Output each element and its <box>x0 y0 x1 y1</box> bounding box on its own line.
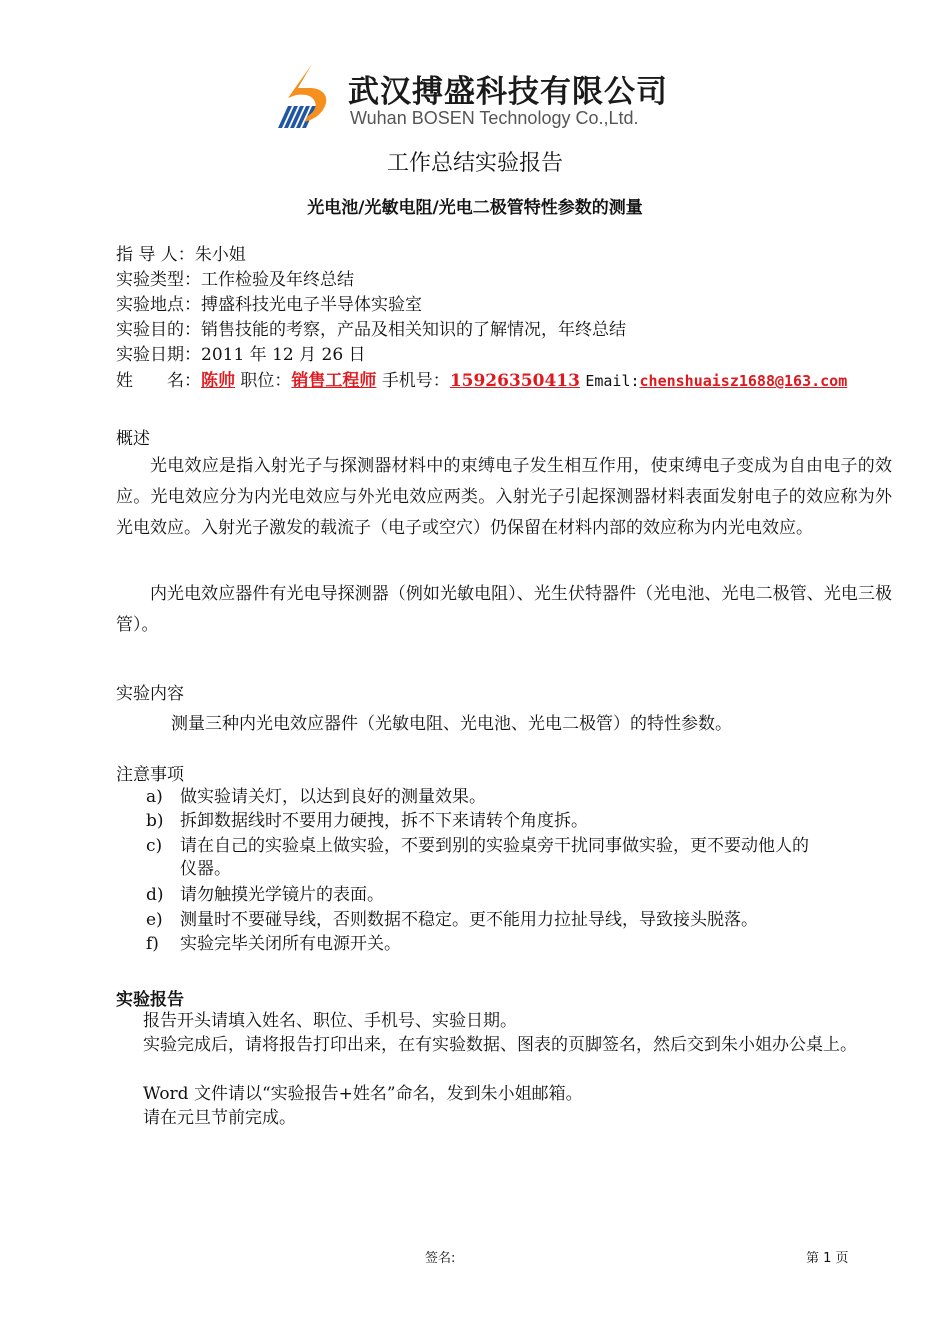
note-text: 拆卸数据线时不要用力硬拽，拆不下来请转个角度拆。 <box>180 811 588 831</box>
company-name-en: Wuhan BOSEN Technology Co.,Ltd. <box>350 108 639 128</box>
note-marker: f) <box>146 934 159 954</box>
email-label: Email: <box>585 372 640 390</box>
location-value: 搏盛科技光电子半导体实验室 <box>201 295 422 315</box>
info-supervisor <box>116 240 246 265</box>
phone-label: 手机号： <box>381 371 450 391</box>
report-line: 报告开头请填入姓名、职位、手机号、实验日期。 <box>143 1011 517 1031</box>
note-marker: b) <box>146 811 164 831</box>
supervisor-value: 朱小姐 <box>194 245 246 265</box>
purpose-label: 实验目的： <box>116 320 201 340</box>
email-field[interactable]: chenshuaisz1688@163.com <box>639 372 848 390</box>
position-field[interactable]: 销售工程师 <box>291 371 377 391</box>
supervisor-label: 指 导 人： <box>116 245 195 265</box>
content-text: 测量三种内光电效应器件（光敏电阻、光电池、光电二极管）的特性参数。 <box>171 714 732 734</box>
location-label: 实验地点： <box>116 295 201 315</box>
note-item <box>146 810 588 833</box>
overview-heading: 概述 <box>116 429 150 449</box>
document-subtitle: 光电池/光敏电阻/光电二极管特性参数的测量 <box>307 198 643 218</box>
company-logo-icon <box>266 62 338 132</box>
report-line: Word 文件请以“实验报告+姓名”命名，发到朱小姐邮箱。 <box>143 1084 583 1104</box>
info-type <box>116 265 354 290</box>
position-label: 职位： <box>240 371 292 391</box>
note-text: 测量时不要碰导线，否则数据不稳定。更不能用力拉扯导线，导致接头脱落。 <box>180 910 758 930</box>
report-line: 实验完成后，请将报告打印出来，在有实验数据、图表的页脚签名，然后交到朱小姐办公桌上。 <box>143 1035 857 1055</box>
overview-paragraph-2: 内光电效应器件有光电导探测器（例如光敏电阻）、光生伏特器件（光电池、光电二极管、光电三极管）。 <box>116 584 892 635</box>
company-name-cn: 武汉搏盛科技有限公司 <box>348 74 668 110</box>
info-purpose <box>116 315 626 340</box>
date-value: 2011 年 12 月 26 日 <box>201 345 366 365</box>
document-title: 工作总结实验报告 <box>386 151 563 176</box>
type-label: 实验类型： <box>116 270 201 290</box>
note-text: 做实验请关灯，以达到良好的测量效果。 <box>180 787 486 807</box>
overview-paragraph-1: 光电效应是指入射光子与探测器材料中的束缚电子发生相互作用，使束缚电子变成为自由电子的效应。光电效应分为内光电效应与外光电效应两类。入射光子引起探测器材料表面发射电子的效应称为外光电效应。入射光子激发的载流子（电子或空穴）仍保留在材料内部的效应称为内光电效应。 <box>116 456 892 538</box>
note-marker: e) <box>146 910 163 930</box>
signature-label: 签名: <box>425 1251 456 1266</box>
info-personal <box>116 366 847 391</box>
notes-heading: 注意事项 <box>116 765 184 785</box>
info-location <box>116 290 422 315</box>
name-field[interactable]: 陈帅 <box>201 371 235 391</box>
report-line: 请在元旦节前完成。 <box>143 1108 296 1128</box>
name-label: 姓 名： <box>116 371 201 391</box>
note-item <box>146 835 809 858</box>
report-heading: 实验报告 <box>116 990 184 1010</box>
note-marker: a) <box>146 787 163 807</box>
purpose-value: 销售技能的考察，产品及相关知识的了解情况，年终总结 <box>201 320 626 340</box>
phone-field[interactable]: 15926350413 <box>449 371 580 391</box>
type-value: 工作检验及年终总结 <box>201 270 354 290</box>
date-label: 实验日期： <box>116 345 201 365</box>
note-item <box>146 909 758 932</box>
note-item <box>146 786 486 809</box>
content-heading: 实验内容 <box>116 684 184 704</box>
note-item <box>146 933 401 956</box>
note-text: 请在自己的实验桌上做实验，不要到别的实验桌旁干扰同事做实验，更不要动他人的 <box>180 836 809 856</box>
page-number: 第 1 页 <box>806 1251 849 1266</box>
note-item <box>146 884 384 907</box>
note-marker: d) <box>146 885 164 905</box>
info-date <box>116 340 366 365</box>
note-text: 实验完毕关闭所有电源开关。 <box>180 934 401 954</box>
note-item-continuation: 仪器。 <box>180 859 231 879</box>
note-text: 请勿触摸光学镜片的表面。 <box>180 885 384 905</box>
note-marker: c) <box>146 836 163 856</box>
